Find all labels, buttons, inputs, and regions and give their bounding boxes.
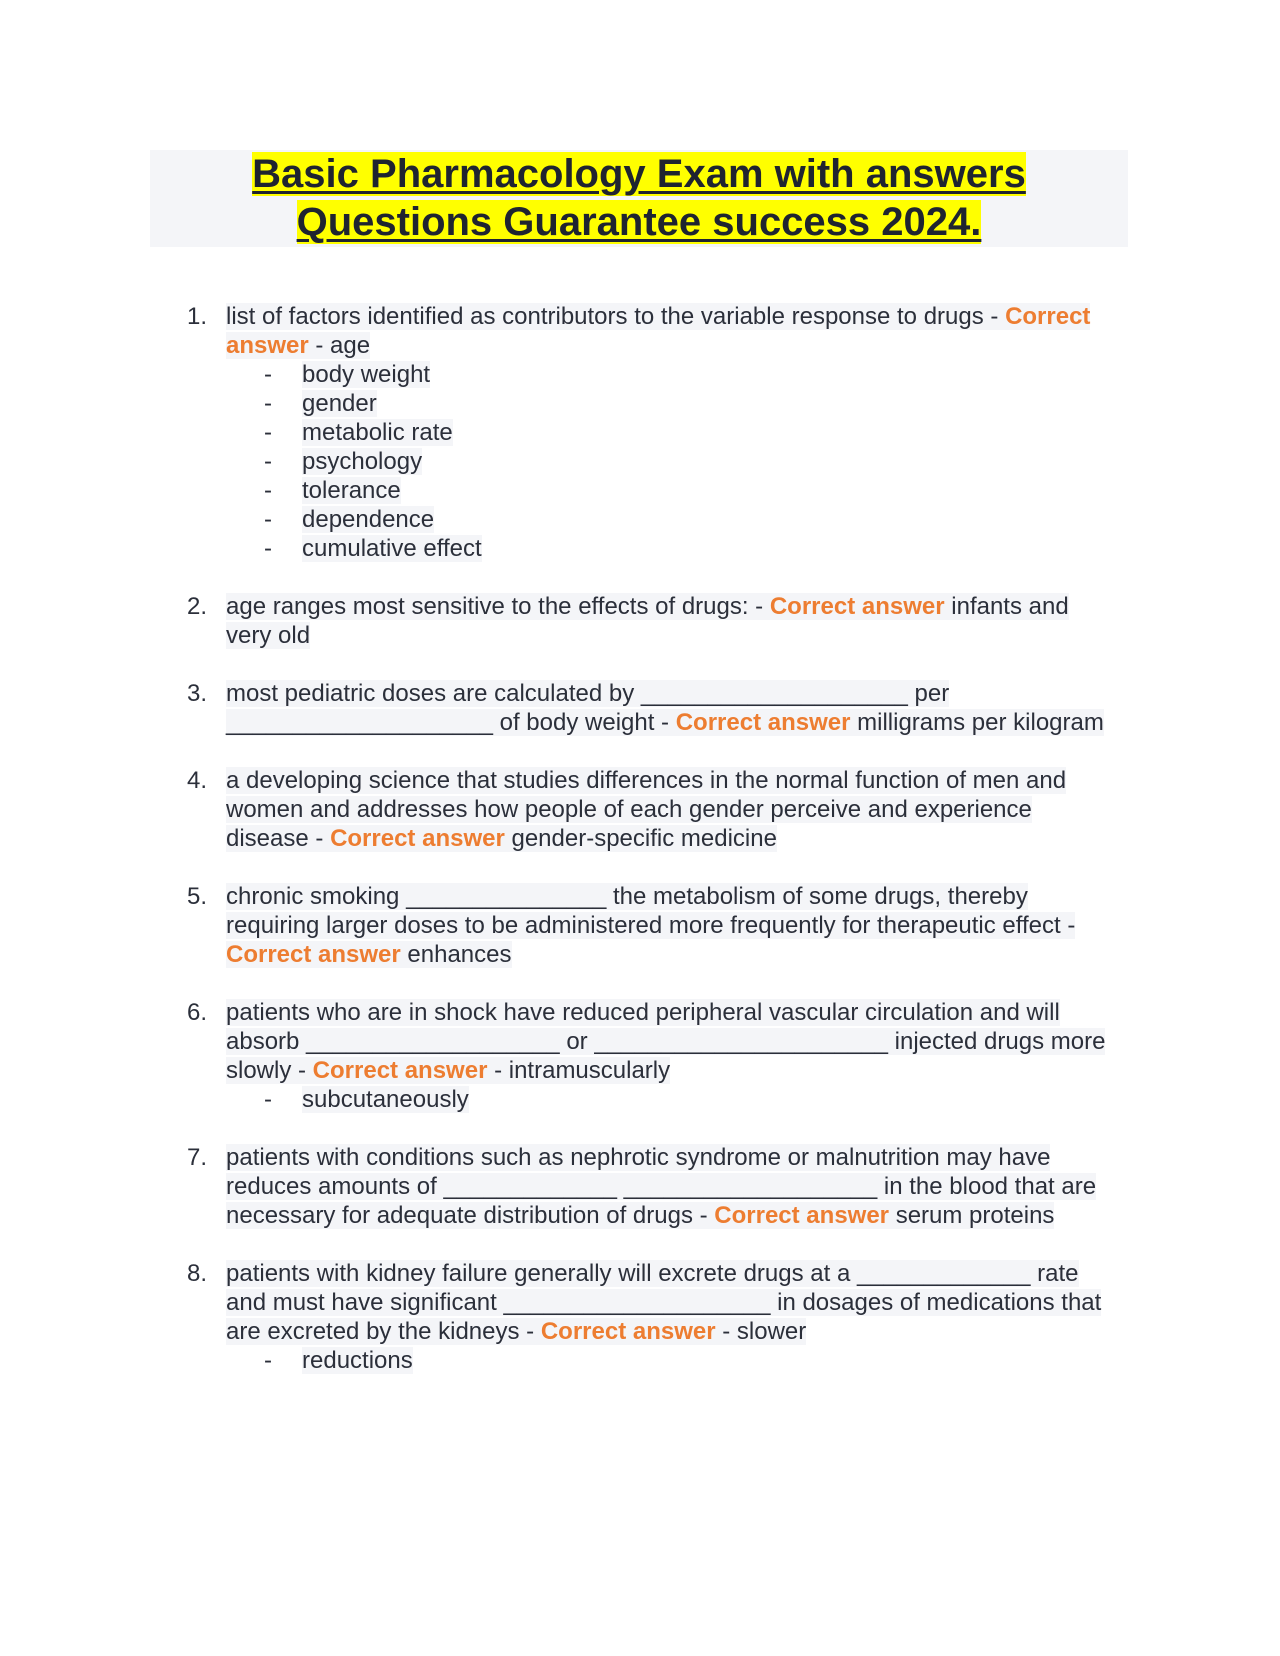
question-text bbox=[226, 593, 1069, 649]
answer-subitem bbox=[226, 389, 1120, 418]
answer-subitem-text: gender bbox=[302, 390, 377, 417]
dash-bullet: - bbox=[264, 448, 272, 475]
answer-subitem-text: subcutaneously bbox=[302, 1086, 469, 1113]
correct-answer-label: Correct answer bbox=[330, 825, 505, 852]
question-item bbox=[180, 766, 1120, 853]
answer-text: - age bbox=[308, 332, 371, 359]
correct-answer-label: Correct answer bbox=[675, 709, 851, 736]
title-box bbox=[150, 150, 1128, 247]
dash-bullet: - bbox=[264, 361, 272, 388]
dash-bullet: - bbox=[264, 1086, 272, 1113]
answer-subitem-text: body weight bbox=[302, 361, 431, 388]
question-text bbox=[226, 999, 1105, 1084]
question-list bbox=[180, 302, 1120, 1404]
answer-text: infants and very old bbox=[226, 593, 1069, 649]
answer-text: - slower bbox=[715, 1318, 807, 1345]
question-prompt: most pediatric doses are calculated by ____________________ per ____________________ of body weight - bbox=[226, 680, 950, 736]
question-text bbox=[226, 767, 1066, 852]
answer-sublist bbox=[226, 360, 1120, 563]
answer-subitem bbox=[226, 1085, 1120, 1114]
correct-answer-label: Correct answer bbox=[226, 303, 1091, 359]
question-number: 2. bbox=[187, 593, 208, 620]
answer-text: serum proteins bbox=[889, 1202, 1055, 1229]
answer-subitem bbox=[226, 476, 1120, 505]
answer-subitem bbox=[226, 418, 1120, 447]
correct-answer-label: Correct answer bbox=[226, 941, 401, 968]
question-text bbox=[226, 883, 1075, 968]
answer-sublist bbox=[226, 1085, 1120, 1114]
answer-text: milligrams per kilogram bbox=[850, 709, 1104, 736]
question-prompt: list of factors identified as contributors to the variable response to drugs - bbox=[226, 303, 1006, 330]
answer-text: gender-specific medicine bbox=[504, 825, 777, 852]
answer-subitem-text: dependence bbox=[302, 506, 435, 533]
question-text bbox=[226, 680, 1104, 736]
dash-bullet: - bbox=[264, 477, 272, 504]
dash-bullet: - bbox=[264, 419, 272, 446]
question-prompt: patients who are in shock have reduced peripheral vascular circulation and will absorb ___________________ or ______________________ injected drugs more slowly - bbox=[226, 999, 1106, 1084]
question-prompt: age ranges most sensitive to the effects of drugs: - bbox=[226, 593, 770, 620]
dash-bullet: - bbox=[264, 506, 272, 533]
answer-subitem-text: metabolic rate bbox=[302, 419, 453, 446]
answer-subitem-text: psychology bbox=[302, 448, 423, 475]
question-prompt: patients with conditions such as nephrotic syndrome or malnutrition may have reduces amounts of _____________ ___________________ in the blood that are necessary for adequate distribution of drugs - bbox=[226, 1144, 1097, 1229]
dash-bullet: - bbox=[264, 1347, 272, 1374]
answer-subitem bbox=[226, 534, 1120, 563]
answer-text: - intramuscularly bbox=[487, 1057, 671, 1084]
question-number: 3. bbox=[187, 680, 208, 707]
question-prompt: chronic smoking _______________ the metabolism of some drugs, thereby requiring larger doses to be administered more frequently for therapeutic effect - bbox=[226, 883, 1076, 939]
answer-subitem bbox=[226, 1346, 1120, 1375]
question-prompt: a developing science that studies differences in the normal function of men and women and addresses how people of each gender perceive and experience disease - bbox=[226, 767, 1067, 852]
question-number: 6. bbox=[187, 999, 208, 1026]
answer-subitem bbox=[226, 505, 1120, 534]
question-text bbox=[226, 1260, 1101, 1345]
page-title-line-2: Questions Guarantee success 2024. bbox=[296, 200, 982, 244]
question-number: 5. bbox=[187, 883, 208, 910]
correct-answer-label: Correct answer bbox=[714, 1202, 890, 1229]
answer-text: enhances bbox=[400, 941, 512, 968]
dash-bullet: - bbox=[264, 535, 272, 562]
question-number: 1. bbox=[187, 303, 208, 330]
question-number: 7. bbox=[187, 1144, 208, 1171]
answer-subitem-text: cumulative effect bbox=[302, 535, 482, 562]
answer-subitem bbox=[226, 360, 1120, 389]
question-item bbox=[180, 882, 1120, 969]
question-number: 8. bbox=[187, 1260, 208, 1287]
question-item bbox=[180, 592, 1120, 650]
question-text bbox=[226, 1144, 1096, 1229]
question-item bbox=[180, 998, 1120, 1114]
answer-subitem-text: tolerance bbox=[302, 477, 401, 504]
page-title-line-1: Basic Pharmacology Exam with answers bbox=[252, 152, 1026, 196]
answer-subitem bbox=[226, 447, 1120, 476]
question-prompt: patients with kidney failure generally will excrete drugs at a _____________ rate and must have significant ____________________ in dosages of medications that are excreted by the kidneys - bbox=[226, 1260, 1102, 1345]
question-item bbox=[180, 679, 1120, 737]
correct-answer-label: Correct answer bbox=[540, 1318, 716, 1345]
question-item bbox=[180, 1143, 1120, 1230]
answer-sublist bbox=[226, 1346, 1120, 1375]
question-number: 4. bbox=[187, 767, 208, 794]
question-item bbox=[180, 302, 1120, 563]
question-text bbox=[226, 303, 1090, 359]
question-item bbox=[180, 1259, 1120, 1375]
correct-answer-label: Correct answer bbox=[312, 1057, 488, 1084]
dash-bullet: - bbox=[264, 390, 272, 417]
correct-answer-label: Correct answer bbox=[769, 593, 945, 620]
answer-subitem-text: reductions bbox=[302, 1347, 413, 1374]
